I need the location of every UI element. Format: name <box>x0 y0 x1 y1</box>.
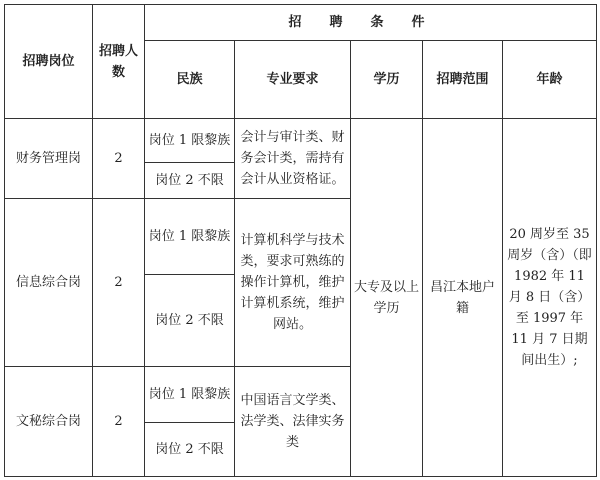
position-cell: 财务管理岗 <box>5 119 93 199</box>
header-age: 年龄 <box>503 41 597 119</box>
age-cell: 20 周岁至 35 周岁（含）（即 1982 年 11 月 8 日（含）至 1997 年 11 月 7 日期间出生）; <box>503 119 597 477</box>
ethnicity-cell: 岗位 1 限黎族 <box>145 199 235 275</box>
recruitment-table <box>4 4 597 477</box>
header-scope: 招聘范围 <box>423 41 503 119</box>
header-count: 招聘人数 <box>93 5 145 119</box>
position-cell: 信息综合岗 <box>5 199 93 367</box>
position-cell: 文秘综合岗 <box>5 367 93 477</box>
ethnicity-cell: 岗位 2 不限 <box>145 163 235 199</box>
header-position: 招聘岗位 <box>5 5 93 119</box>
ethnicity-cell: 岗位 2 不限 <box>145 275 235 367</box>
header-education: 学历 <box>351 41 423 119</box>
education-cell: 大专及以上学历 <box>351 119 423 477</box>
ethnicity-cell: 岗位 1 限黎族 <box>145 367 235 423</box>
major-cell: 会计与审计类、财务会计类，需持有会计从业资格证。 <box>235 119 351 199</box>
header-row-1 <box>5 5 597 41</box>
table-row <box>5 119 597 163</box>
count-cell: 2 <box>93 119 145 199</box>
ethnicity-cell: 岗位 1 限黎族 <box>145 119 235 163</box>
major-cell: 中国语言文学类、法学类、法律实务类 <box>235 367 351 477</box>
header-conditions: 招聘条件 <box>145 5 597 41</box>
major-cell: 计算机科学与技术类，要求可熟练的操作计算机，维护计算机系统，维护网站。 <box>235 199 351 367</box>
count-cell: 2 <box>93 367 145 477</box>
header-major: 专业要求 <box>235 41 351 119</box>
count-cell: 2 <box>93 199 145 367</box>
scope-cell: 昌江本地户籍 <box>423 119 503 477</box>
header-ethnicity: 民族 <box>145 41 235 119</box>
ethnicity-cell: 岗位 2 不限 <box>145 423 235 477</box>
